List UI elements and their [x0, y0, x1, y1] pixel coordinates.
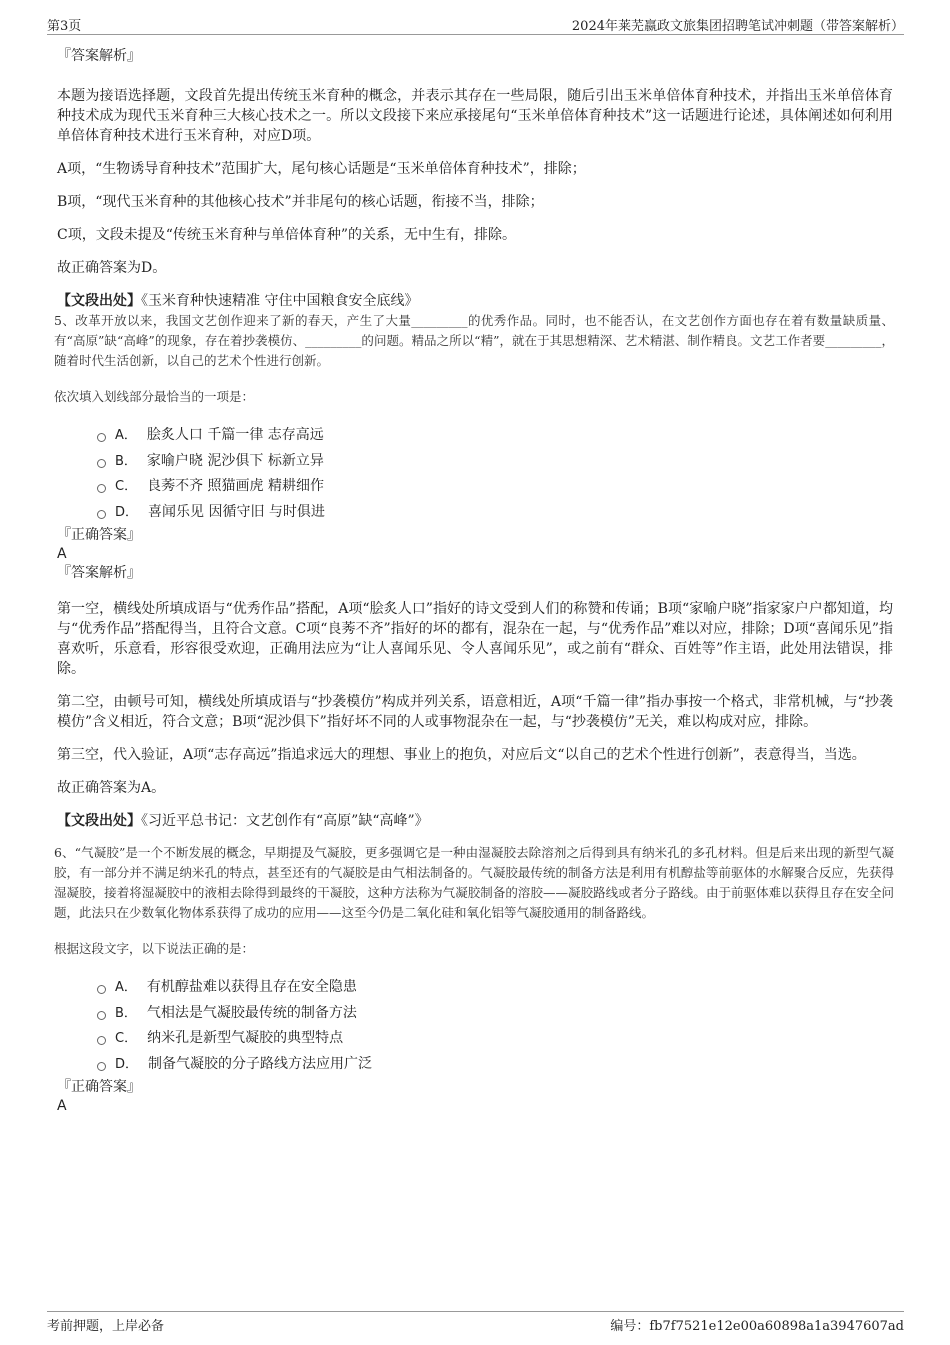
question-6-stem: 6、“气凝胶”是一个不断发展的概念，早期提及气凝胶，更多强调它是一种由湿凝胶去除溶剂之后得到具有纳米孔的多孔材料。但是后来出现的新型气凝胶，有一部分并不满足纳米孔的特点，甚至还有的气凝胶是由气相法制备的。气凝胶最传统的制备方法是利用有机醇盐等前驱体的水解聚合反应，先获得湿凝胶，接着将湿凝胶中的液相去除得到最终的干凝胶，这种方法称为气凝胶制备的溶胶——凝胶路线或者分子路线。由于前驱体难以获得且存在安全问题，此法只在少数氧化物体系获得了成功的应用——这至今仍是二氧化硅和氧化铝等气凝胶通用的制备路线。 [54, 845, 894, 920]
option-b[interactable]: B． 家喻户晓 泥沙俱下 标新立异 [97, 449, 893, 475]
source-text: 《玉米育种快速精准 守住中国粮食安全底线》 [141, 293, 419, 309]
option-b[interactable]: B． 气相法是气凝胶最传统的制备方法 [97, 1001, 893, 1027]
page-number: 第3页 [47, 19, 82, 34]
source-text: 《习近平总书记：文艺创作有“高原”缺“高峰”》 [141, 813, 429, 829]
radio-icon[interactable] [97, 1011, 106, 1020]
document-id: 编号：fb7f7521e12e00a60898a1a3947607ad [610, 1319, 904, 1334]
radio-icon[interactable] [97, 1036, 106, 1045]
option-c[interactable]: C． 良莠不齐 照猫画虎 精耕细作 [97, 474, 893, 500]
footer-slogan: 考前押题，上岸必备 [47, 1319, 165, 1334]
radio-icon[interactable] [97, 985, 106, 994]
analysis-paragraph: A项，“生物诱导育种技术”范围扩大，尾句核心话题是“玉米单倍体育种技术”，排除； [57, 161, 586, 177]
radio-icon[interactable] [97, 510, 106, 519]
source-line [57, 811, 893, 831]
analysis-paragraph: 第二空，由顿号可知，横线处所填成语与“抄袭模仿”构成并列关系，语意相近，A项“千篇一律”指办事按一个格式，非常机械，与“抄袭模仿”含义相近，符合文意；B项“泥沙俱下”指好坏不同的人或事物混杂在一起，与“抄袭模仿”无关，难以构成对应，排除。 [57, 694, 893, 730]
source-tag: 【文段出处】 [57, 293, 141, 309]
analysis-paragraph: 本题为接语选择题，文段首先提出传统玉米育种的概念，并表示其存在一些局限，随后引出玉米单倍体育种技术，并指出玉米单倍体育种技术成为现代玉米育种三大核心技术之一。所以文段接下来应承接尾句“玉米单倍体育种技术”这一话题进行论述，具体阐述如何利用单倍体育种技术进行玉米育种，对应D项。 [57, 88, 893, 144]
radio-icon[interactable] [97, 433, 106, 442]
page-header [47, 12, 904, 35]
analysis-paragraph: 第一空，横线处所填成语与“优秀作品”搭配，A项“脍炙人口”指好的诗文受到人们的称赞和传诵；B项“家喻户晓”指家家户户都知道，均与“优秀作品”搭配得当，且符合文意。C项“良莠不齐”指好的坏的都有，混杂在一起，与“优秀作品”难以对应，排除；D项“喜闻乐见”指喜欢听，乐意看，形容很受欢迎，正确用法应为“让人喜闻乐见、令人喜闻乐见”，或之前有“群众、百姓等”作主语，此处用法错误，排除。 [57, 601, 893, 677]
option-d[interactable]: D． 制备气凝胶的分子路线方法应用广泛 [97, 1052, 893, 1078]
analysis-paragraph: B项，“现代玉米育种的其他核心技术”并非尾句的核心话题，衔接不当，排除； [57, 194, 544, 210]
answer-conclusion: 故正确答案为D。 [57, 260, 167, 276]
analysis-paragraph: C项，文段未提及“传统玉米育种与单倍体育种”的关系，无中生有，排除。 [57, 227, 517, 243]
correct-answer-label: 『正确答案』 [57, 1079, 141, 1095]
analysis-label: 『答案解析』 [57, 48, 141, 64]
source-tag: 【文段出处】 [57, 813, 141, 829]
question-5-options [97, 423, 893, 525]
question-5-stem: 5、改革开放以来，我国文艺创作迎来了新的春天，产生了大量_________的优秀作品。同时，也不能否认，在文艺创作方面也存在着有数量缺质量、有“高原”缺“高峰”的现象，存在着抄袭模仿、_________的问题。精品之所以“精”，就在于其思想精深、艺术精湛、制作精良。文艺工作者要_________，随着时代生活创新，以自己的艺术个性进行创新。 [54, 313, 894, 368]
question-5-instruction: 依次填入划线部分最恰当的一项是： [54, 389, 255, 404]
option-a[interactable]: A． 有机醇盐难以获得且存在安全隐患 [97, 975, 893, 1001]
correct-answer: A [57, 546, 67, 562]
option-a[interactable]: A． 脍炙人口 千篇一律 志存高远 [97, 423, 893, 449]
option-d[interactable]: D． 喜闻乐见 因循守旧 与时俱进 [97, 500, 893, 526]
answer-conclusion: 故正确答案为A。 [57, 780, 166, 796]
analysis-label: 『答案解析』 [57, 565, 141, 581]
analysis-paragraph: 第三空，代入验证，A项“志存高远”指追求远大的理想、事业上的抱负，对应后文“以自己的艺术个性进行创新”，表意得当，当选。 [57, 747, 866, 763]
correct-answer-label: 『正确答案』 [57, 527, 141, 543]
correct-answer: A [57, 1098, 67, 1114]
radio-icon[interactable] [97, 484, 106, 493]
question-6-options [97, 975, 893, 1077]
radio-icon[interactable] [97, 1062, 106, 1071]
radio-icon[interactable] [97, 459, 106, 468]
page-content [54, 46, 894, 1115]
document-title: 2024年莱芜嬴政文旅集团招聘笔试冲刺题（带答案解析） [571, 19, 904, 34]
option-c[interactable]: C． 纳米孔是新型气凝胶的典型特点 [97, 1026, 893, 1052]
page-footer [47, 1311, 904, 1332]
question-6-instruction: 根据这段文字，以下说法正确的是： [54, 941, 255, 956]
source-line [57, 291, 893, 311]
